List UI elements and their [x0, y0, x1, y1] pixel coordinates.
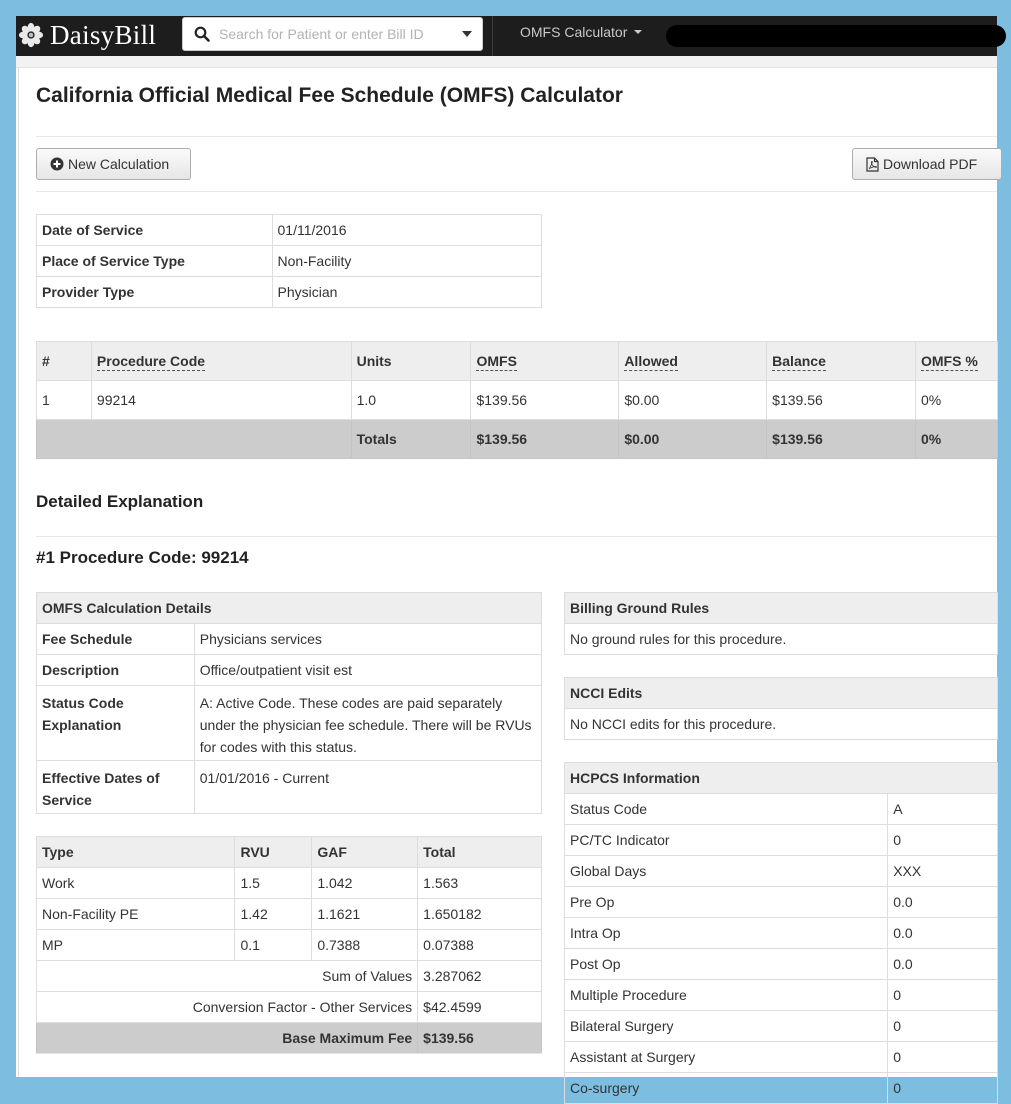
ground-rules-text: No ground rules for this procedure.	[565, 624, 998, 655]
title-divider	[36, 136, 997, 137]
omfs-calculator-menu[interactable]	[520, 24, 642, 40]
pdf-file-icon	[866, 157, 879, 172]
procedure-allowed: $0.00	[619, 381, 767, 420]
hcpcs-label: Multiple Procedure	[565, 980, 888, 1011]
calc-detail-label: Description	[37, 655, 195, 686]
calc-detail-label: Status Code Explanation	[37, 686, 195, 761]
calc-detail-value: Physicians services	[194, 624, 541, 655]
procedure-pct: 0%	[916, 381, 998, 420]
totals-omfs: $139.56	[471, 420, 619, 459]
rvu-col-type: Type	[37, 837, 235, 868]
brand-name: DaisyBill	[50, 19, 157, 50]
rvu-value: 1.42	[235, 899, 312, 930]
hcpcs-label: PC/TC Indicator	[565, 825, 888, 856]
detail-divider	[36, 536, 997, 537]
hcpcs-value: 0.0	[888, 918, 998, 949]
hcpcs-row	[565, 949, 998, 980]
procedure-detail-heading: #1 Procedure Code: 99214	[36, 548, 249, 567]
base-fee-value: $139.56	[418, 1023, 542, 1054]
rvu-header-row	[37, 837, 542, 868]
ncci-panel	[564, 677, 998, 740]
rvu-type: MP	[37, 930, 235, 961]
rvu-col-total: Total	[418, 837, 542, 868]
col-header-units: Units	[351, 342, 471, 381]
hcpcs-value: 0.0	[888, 887, 998, 918]
ground-rules-panel	[564, 592, 998, 655]
hcpcs-label: Co-surgery	[565, 1073, 888, 1104]
calc-detail-value: 01/01/2016 - Current	[194, 761, 541, 814]
ground-rules-title: Billing Ground Rules	[565, 593, 998, 624]
totals-allowed: $0.00	[619, 420, 767, 459]
caret-down-icon	[634, 30, 642, 34]
hcpcs-label: Status Code	[565, 794, 888, 825]
totals-blank	[37, 420, 352, 459]
procedure-code: 99214	[91, 381, 351, 420]
calc-detail-row	[37, 686, 542, 761]
base-fee-label: Base Maximum Fee	[37, 1023, 418, 1054]
col-header-procedure-code[interactable]: Procedure Code	[91, 342, 351, 381]
page-title: California Official Medical Fee Schedule (OMFS) Calculator	[36, 84, 623, 107]
rvu-type: Non-Facility PE	[37, 899, 235, 930]
hcpcs-row	[565, 887, 998, 918]
hcpcs-label: Global Days	[565, 856, 888, 887]
new-calculation-button[interactable]	[36, 148, 191, 180]
gaf-value: 0.7388	[312, 930, 418, 961]
chevron-down-icon[interactable]	[462, 31, 472, 37]
patient-search-box[interactable]	[182, 17, 483, 51]
service-info-value: 01/11/2016	[272, 215, 541, 246]
download-pdf-label: Download PDF	[883, 156, 978, 172]
sum-value: 3.287062	[418, 961, 542, 992]
service-info-row	[37, 215, 542, 246]
hcpcs-value: 0	[888, 980, 998, 1011]
toolbar-divider	[36, 191, 997, 192]
browser-window	[16, 16, 997, 1096]
base-fee-row	[37, 1023, 542, 1054]
gaf-value: 1.042	[312, 868, 418, 899]
col-header-omfs[interactable]: OMFS	[471, 342, 619, 381]
procedure-num: 1	[37, 381, 92, 420]
calc-detail-row	[37, 624, 542, 655]
rvu-row	[37, 868, 542, 899]
hcpcs-row	[565, 825, 998, 856]
hcpcs-value: 0	[888, 1073, 998, 1104]
main-content	[16, 68, 997, 1096]
service-info-label: Place of Service Type	[37, 246, 273, 277]
hcpcs-panel	[564, 762, 998, 1104]
totals-balance: $139.56	[767, 420, 916, 459]
service-info-value: Non-Facility	[272, 246, 541, 277]
col-header-allowed[interactable]: Allowed	[619, 342, 767, 381]
procedure-omfs: $139.56	[471, 381, 619, 420]
rvu-total: 0.07388	[418, 930, 542, 961]
calc-details-title: OMFS Calculation Details	[37, 593, 542, 624]
hcpcs-row	[565, 1042, 998, 1073]
calc-details-header	[37, 593, 542, 624]
rvu-bottom-divider	[36, 1053, 542, 1054]
hcpcs-label: Pre Op	[565, 887, 888, 918]
totals-row	[37, 420, 998, 459]
service-info-row	[37, 246, 542, 277]
rvu-col-rvu: RVU	[235, 837, 312, 868]
col-header-omfs-pct[interactable]: OMFS %	[916, 342, 998, 381]
totals-label: Totals	[351, 420, 471, 459]
conversion-factor-value: $42.4599	[418, 992, 542, 1023]
sum-label: Sum of Values	[37, 961, 418, 992]
service-info-table	[36, 214, 542, 308]
plus-circle-icon	[50, 157, 64, 171]
procedures-header-row	[37, 342, 998, 381]
hcpcs-row	[565, 856, 998, 887]
daisy-flower-icon	[18, 22, 44, 48]
rvu-type: Work	[37, 868, 235, 899]
procedure-units: 1.0	[351, 381, 471, 420]
calc-detail-row	[37, 761, 542, 814]
rvu-total: 1.650182	[418, 899, 542, 930]
calc-detail-value: A: Active Code. These codes are paid separately under the physician fee schedule. There will be RVUs for codes with this status.	[194, 686, 541, 761]
hcpcs-value: 0	[888, 1042, 998, 1073]
hcpcs-row	[565, 794, 998, 825]
calc-detail-row	[37, 655, 542, 686]
hcpcs-row	[565, 980, 998, 1011]
hcpcs-value: XXX	[888, 856, 998, 887]
calc-detail-label: Fee Schedule	[37, 624, 195, 655]
detailed-explanation-heading: Detailed Explanation	[36, 492, 204, 511]
rvu-value: 0.1	[235, 930, 312, 961]
totals-pct: 0%	[916, 420, 998, 459]
procedure-balance: $139.56	[767, 381, 916, 420]
sum-row	[37, 961, 542, 992]
calc-detail-label: Effective Dates of Service	[37, 761, 195, 814]
hcpcs-title: HCPCS Information	[565, 763, 998, 794]
hcpcs-value: 0	[888, 825, 998, 856]
gaf-value: 1.1621	[312, 899, 418, 930]
hcpcs-label: Assistant at Surgery	[565, 1042, 888, 1073]
calc-details-table	[36, 592, 542, 814]
hcpcs-row	[565, 1073, 998, 1104]
rvu-col-gaf: GAF	[312, 837, 418, 868]
hcpcs-value: 0.0	[888, 949, 998, 980]
ncci-text: No NCCI edits for this procedure.	[565, 709, 998, 740]
hcpcs-label: Bilateral Surgery	[565, 1011, 888, 1042]
navbar-divider	[492, 16, 493, 56]
hcpcs-label: Post Op	[565, 949, 888, 980]
service-info-label: Provider Type	[37, 277, 273, 308]
col-header-balance[interactable]: Balance	[767, 342, 916, 381]
conversion-factor-label: Conversion Factor - Other Services	[37, 992, 418, 1023]
hcpcs-value: A	[888, 794, 998, 825]
conversion-factor-row	[37, 992, 542, 1023]
service-info-row	[37, 277, 542, 308]
rvu-table	[36, 836, 542, 1054]
rvu-value: 1.5	[235, 868, 312, 899]
hcpcs-row	[565, 918, 998, 949]
procedures-table	[36, 341, 998, 459]
rvu-row	[37, 930, 542, 961]
menu-label: OMFS Calculator	[520, 24, 628, 40]
rvu-total: 1.563	[418, 868, 542, 899]
redacted-area	[666, 25, 1006, 47]
brand-logo[interactable]	[18, 18, 156, 52]
hcpcs-value: 0	[888, 1011, 998, 1042]
search-input[interactable]	[219, 23, 449, 45]
page-top-strip	[16, 56, 997, 68]
download-pdf-button[interactable]	[852, 148, 1002, 180]
service-info-value: Physician	[272, 277, 541, 308]
top-navbar	[16, 16, 997, 56]
service-info-label: Date of Service	[37, 215, 273, 246]
procedure-row	[37, 381, 998, 420]
search-icon	[194, 26, 210, 42]
calc-detail-value: Office/outpatient visit est	[194, 655, 541, 686]
rvu-row	[37, 899, 542, 930]
col-header-num: #	[37, 342, 92, 381]
ncci-title: NCCI Edits	[565, 678, 998, 709]
new-calculation-label: New Calculation	[68, 156, 170, 172]
hcpcs-label: Intra Op	[565, 918, 888, 949]
hcpcs-row	[565, 1011, 998, 1042]
